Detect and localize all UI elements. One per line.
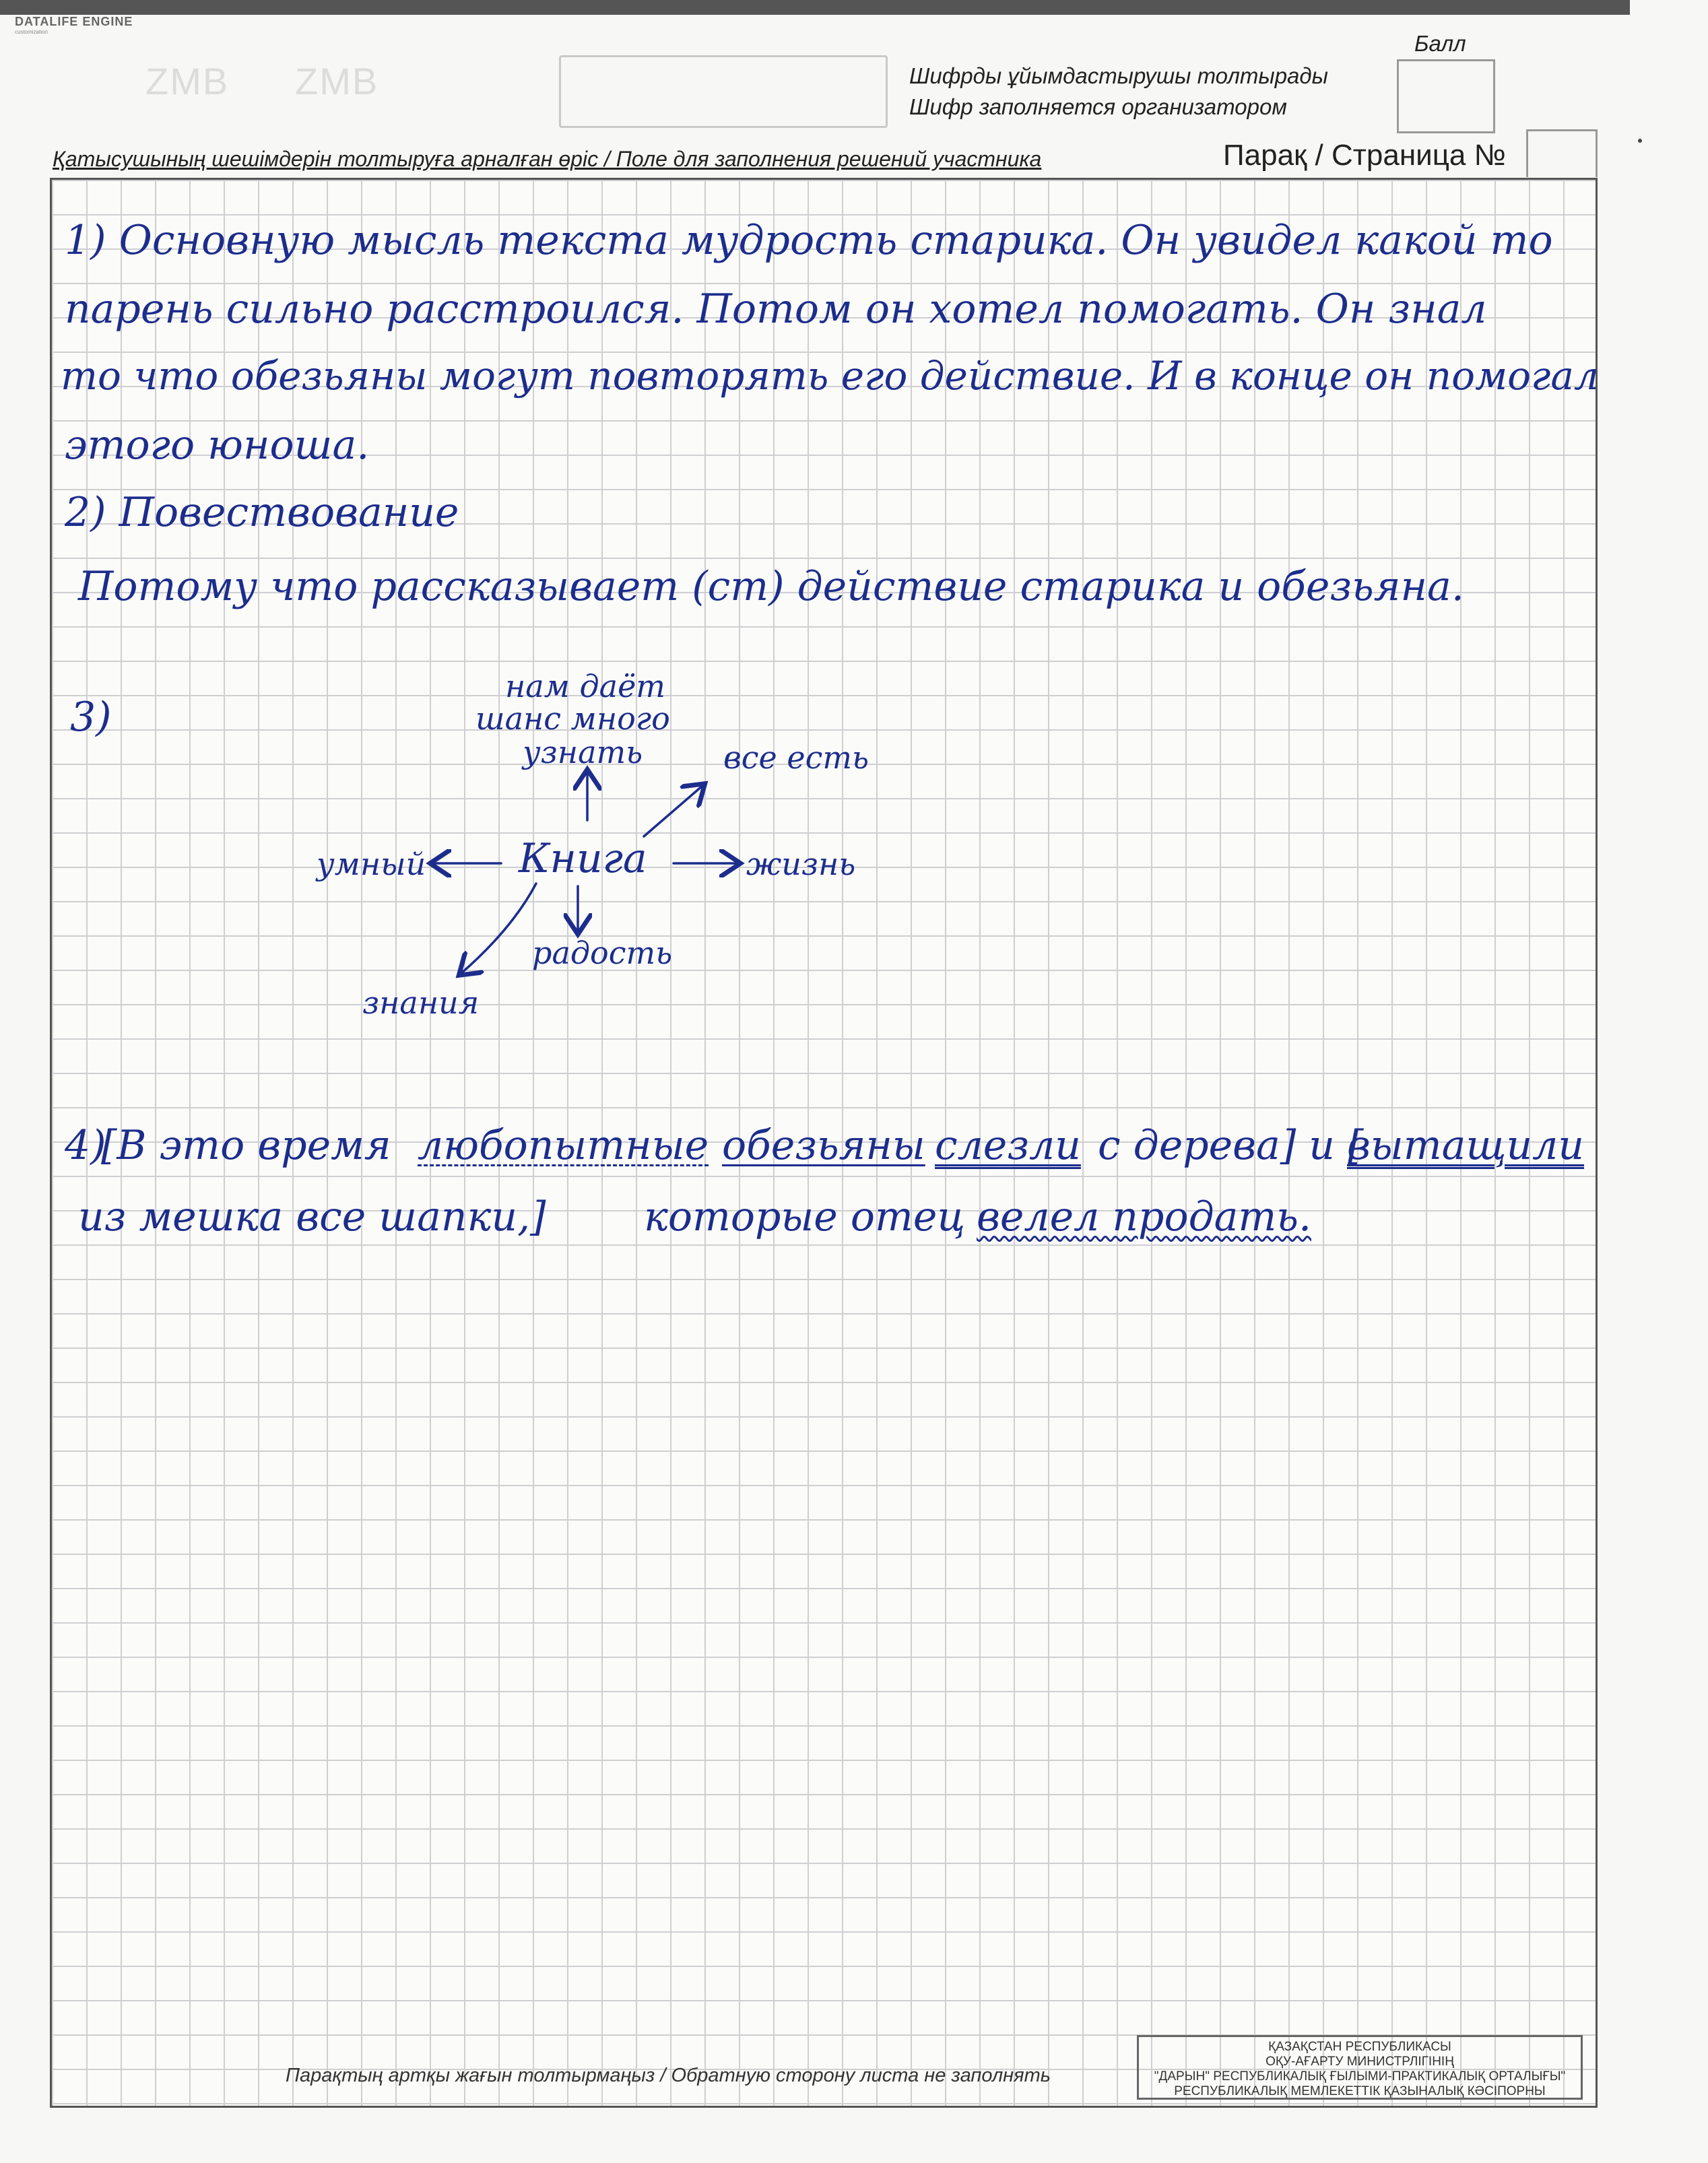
mindmap-bottom: радость	[532, 935, 673, 971]
stamp-line-3: "ДАРЫН" РЕСПУБЛИКАЛЫҚ ҒЫЛЫМИ-ПРАКТИКАЛЫҚ ОРТАЛЫҒЫ"	[1154, 2069, 1566, 2084]
cipher-box	[559, 55, 888, 128]
answer1-line1: 1) Основную мысль текста мудрость старика. Он увидел какой то	[65, 217, 1553, 264]
watermark-zmb-2: ZMB	[295, 60, 379, 102]
answer4-adjective: любопытные	[418, 1122, 709, 1169]
page-number-box	[1526, 129, 1598, 177]
answer4-predicate-2: вытащили	[1347, 1122, 1585, 1169]
organizer-note-ru: Шифр заполняется организатором	[909, 94, 1287, 119]
mindmap-top-3: узнать	[523, 734, 643, 770]
page-number-label: Парақ / Страница №	[1223, 139, 1506, 172]
answer2-line1: 2) Повествование	[65, 489, 459, 536]
logo-sub: customization	[15, 29, 48, 35]
answer1-line3: то что обезьяны могут повторять его действие. И в конце он помогал	[61, 353, 1599, 399]
answer1-line2: парень сильно расстроился. Потом он хотел помогать. Он знал	[65, 286, 1487, 333]
footer-note: Парақтың артқы жағын толтырмаңыз / Обратную сторону листа не заполнять	[286, 2065, 1051, 2086]
organization-stamp	[1137, 2035, 1583, 2100]
organizer-note	[909, 61, 1328, 123]
score-label: Балл	[1414, 31, 1466, 56]
answer2-line2: Потому что рассказывает (ст) действие старика и обезьяна.	[78, 563, 1464, 610]
answer4-number: 4)	[65, 1122, 106, 1169]
stamp-line-2: ОҚУ-АҒАРТУ МИНИСТРЛІГІНІҢ	[1266, 2055, 1454, 2069]
logo-text: DATALIFE ENGINE	[15, 15, 133, 28]
answer4-phrase-1: [В это время	[101, 1122, 391, 1169]
mindmap-center: Книга	[519, 835, 647, 882]
logo	[15, 15, 133, 35]
organizer-note-kz: Шифрды ұйымдастырушы толтырады	[909, 63, 1328, 88]
answer3-number: 3)	[70, 694, 112, 741]
score-box	[1397, 59, 1495, 133]
stamp-line-4: РЕСПУБЛИКАЛЫҚ МЕМЛЕКЕТТІК ҚАЗЫНАЛЫҚ КӘСІПОРНЫ	[1174, 2084, 1546, 2098]
mindmap-top-2: шанс много	[475, 700, 670, 737]
answer4-phrase-4: которые отец	[644, 1193, 966, 1240]
mindmap-left: умный	[317, 846, 426, 882]
answer4-subject: обезьяны	[722, 1122, 925, 1169]
mindmap-top-right: все есть	[723, 739, 869, 776]
mindmap-right: жизнь	[746, 846, 856, 882]
scan-speck	[1638, 139, 1642, 143]
field-title: Қатысушының шешімдерін толтыруға арналған өріс / Поле для заполнения решений участника	[53, 147, 1042, 171]
answer4-phrase-2: с дерева] и [	[1098, 1122, 1364, 1169]
mindmap-top-1: нам даёт	[505, 668, 665, 704]
mindmap-bottom-left: знания	[362, 985, 480, 1021]
answer4-predicate-3: велел продать.	[977, 1193, 1312, 1240]
stamp-line-1: ҚАЗАҚСТАН РЕСПУБЛИКАСЫ	[1268, 2040, 1451, 2054]
answer4-predicate-1: слезли	[935, 1122, 1081, 1169]
watermark-zmb-1: ZMB	[145, 60, 230, 102]
answer1-line4: этого юноша.	[65, 422, 370, 469]
answer4-phrase-3: из мешка все шапки,]	[78, 1193, 546, 1240]
top-scan-bar	[0, 0, 1630, 15]
